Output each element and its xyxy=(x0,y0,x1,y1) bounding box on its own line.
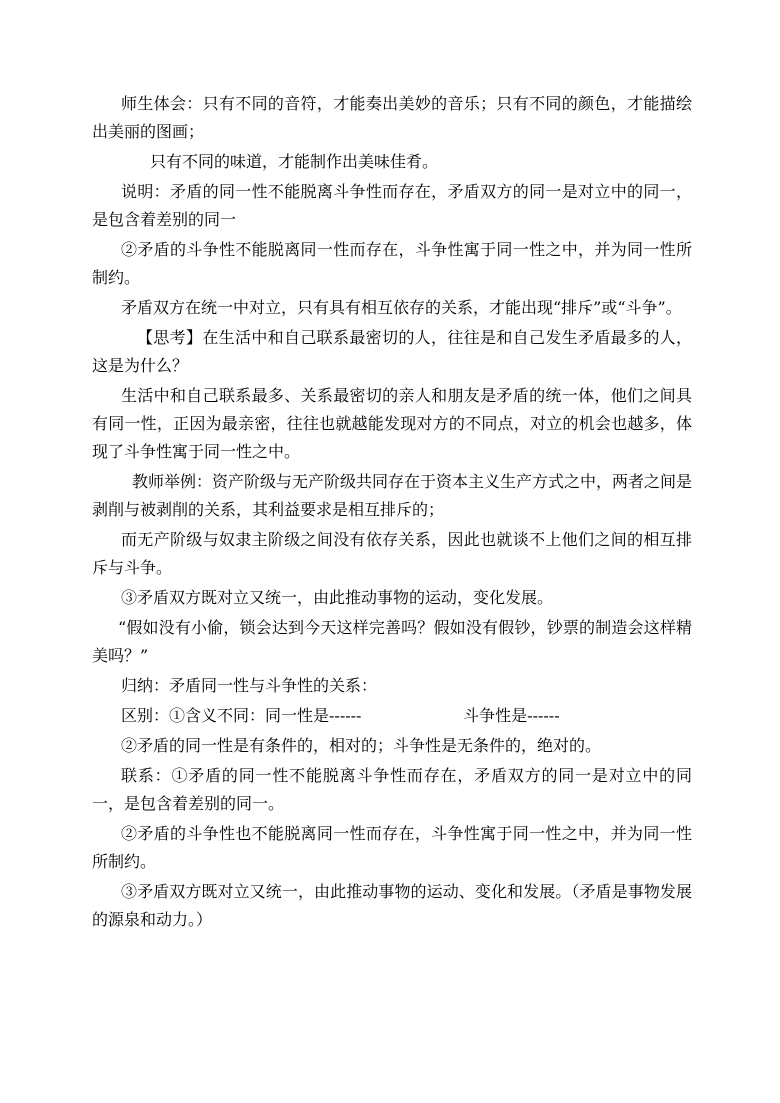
document-body xyxy=(92,90,692,936)
paragraph-difference-2: ②矛盾的同一性是有条件的，相对的；斗争性是无条件的，绝对的。 xyxy=(121,736,602,755)
paragraph-explanation: 说明：矛盾的同一性不能脱离斗争性而存在，矛盾双方的同一是对立中的同一，是包含着差别的同一 xyxy=(92,182,692,229)
paragraph-quote: “假如没有小偷，锁会达到今天这样完善吗？假如没有假钞，钞票的制造会这样精美吗？” xyxy=(92,618,692,665)
paragraph-summary-heading: 归纳：矛盾同一性与斗争性的关系： xyxy=(121,676,378,695)
paragraph-connection-1: 联系：①矛盾的同一性不能脱离斗争性而存在，矛盾双方的同一是对立中的同一，是包含着差别的同一。 xyxy=(92,766,692,813)
paragraph-difference: 区别：①含义不同：同一性是------ 斗争性是------ xyxy=(121,706,560,725)
paragraph-point-3: ③矛盾双方既对立又统一，由此推动事物的运动，变化发展。 xyxy=(121,588,554,607)
paragraph-teacher-student-experience: 师生体会：只有不同的音符，才能奏出美妙的音乐；只有不同的颜色，才能描绘出美丽的图画； xyxy=(92,94,692,141)
paragraph-point-2: ②矛盾的斗争性不能脱离同一性而存在，斗争性寓于同一性之中，并为同一性所制约。 xyxy=(92,240,692,287)
paragraph-no-dependency: 而无产阶级与奴隶主阶级之间没有依存关系，因此也就谈不上他们之间的相互排斥与斗争。 xyxy=(92,530,692,577)
paragraph-think-question: 【思考】在生活中和自己联系最密切的人，往往是和自己发生矛盾最多的人，这是为什么？ xyxy=(92,328,692,375)
paragraph-teacher-example: 教师举例：资产阶级与无产阶级共同存在于资本主义生产方式之中，两者之间是剥削与被剥削的关系，其利益要求是相互排斥的； xyxy=(92,472,693,519)
paragraph-think-answer: 生活中和自己联系最多、关系最密切的亲人和朋友是矛盾的统一体，他们之间具有同一性，正因为最亲密，往往也就越能发现对方的不同点，对立的机会也越多，体现了斗争性寓于同一性之中。 xyxy=(92,386,692,461)
paragraph-connection-2: ②矛盾的斗争性也不能脱离同一性而存在，斗争性寓于同一性之中，并为同一性所制约。 xyxy=(92,824,692,871)
paragraph-opposition-in-unity: 矛盾双方在统一中对立，只有具有相互依存的关系，才能出现“排斥”或“斗争”。 xyxy=(121,298,682,317)
paragraph-taste: 只有不同的味道，才能制作出美味佳肴。 xyxy=(150,152,439,171)
paragraph-connection-3: ③矛盾双方既对立又统一，由此推动事物的运动、变化和发展。（矛盾是事物发展的源泉和动力。） xyxy=(92,882,692,929)
